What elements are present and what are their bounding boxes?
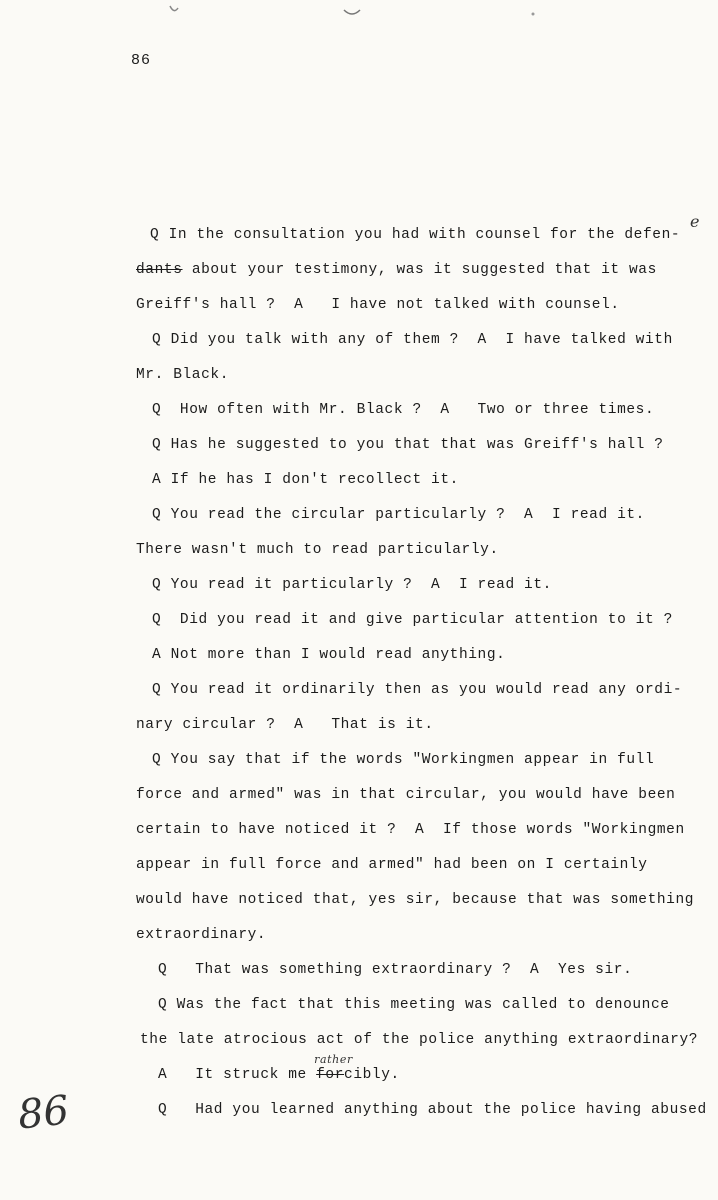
transcript-line: certain to have noticed it ? A If those words "Workingmen <box>136 822 685 838</box>
transcript-line: Q You say that if the words "Workingmen appear in full <box>152 752 655 768</box>
transcript-line: Q Was the fact that this meeting was called to denounce <box>158 997 670 1013</box>
transcript-line: Greiff's hall ? A I have not talked with counsel. <box>136 297 620 313</box>
page-number: 86 <box>131 52 152 69</box>
transcript-line: appear in full force and armed" had been on I certainly <box>136 857 648 873</box>
transcript-line: force and armed" was in that circular, you would have been <box>136 787 676 803</box>
transcript-line: Q In the consultation you had with counsel for the defen- <box>150 227 681 243</box>
scan-specks <box>0 0 718 40</box>
transcript-line: dants about your testimony, was it suggested that it was <box>136 262 657 278</box>
handwritten-insert: rather for <box>314 1053 353 1083</box>
transcript-line: There wasn't much to read particularly. <box>136 542 499 558</box>
transcript-line: Mr. Black. <box>136 367 230 383</box>
transcript-line: A Not more than I would read anything. <box>152 647 506 663</box>
transcript-line: would have noticed that, yes sir, because that was something <box>136 892 695 908</box>
transcript-line: A It struck me rather forcibly. <box>158 1053 400 1083</box>
handwritten-page-number: 86 <box>15 1087 72 1139</box>
transcript-line: the late atrocious act of the police anything extraordinary? <box>140 1032 699 1048</box>
transcript-line: Q Has he suggested to you that that was Greiff's hall ? <box>152 437 664 453</box>
transcript-line: Q You read it particularly ? A I read it. <box>152 577 552 593</box>
transcript-line: Q Did you read it and give particular attention to it ? <box>152 612 673 628</box>
transcript-line: nary circular ? A That is it. <box>136 717 434 733</box>
transcript-line: Q Did you talk with any of them ? A I have talked with <box>152 332 673 348</box>
handwritten-correction: e <box>690 212 700 231</box>
transcript-line: Q That was something extraordinary ? A Yes sir. <box>158 962 633 978</box>
transcript-line: A If he has I don't recollect it. <box>152 472 459 488</box>
transcript-line: Q How often with Mr. Black ? A Two or three times. <box>152 402 655 418</box>
transcript-line: extraordinary. <box>136 927 267 943</box>
struck-word: dants <box>136 262 183 278</box>
transcript-line: Q You read it ordinarily then as you would read any ordi- <box>152 682 683 698</box>
transcript-line: Q Had you learned anything about the police having abused <box>158 1102 707 1118</box>
transcript-line: Q You read the circular particularly ? A I read it. <box>152 507 645 523</box>
